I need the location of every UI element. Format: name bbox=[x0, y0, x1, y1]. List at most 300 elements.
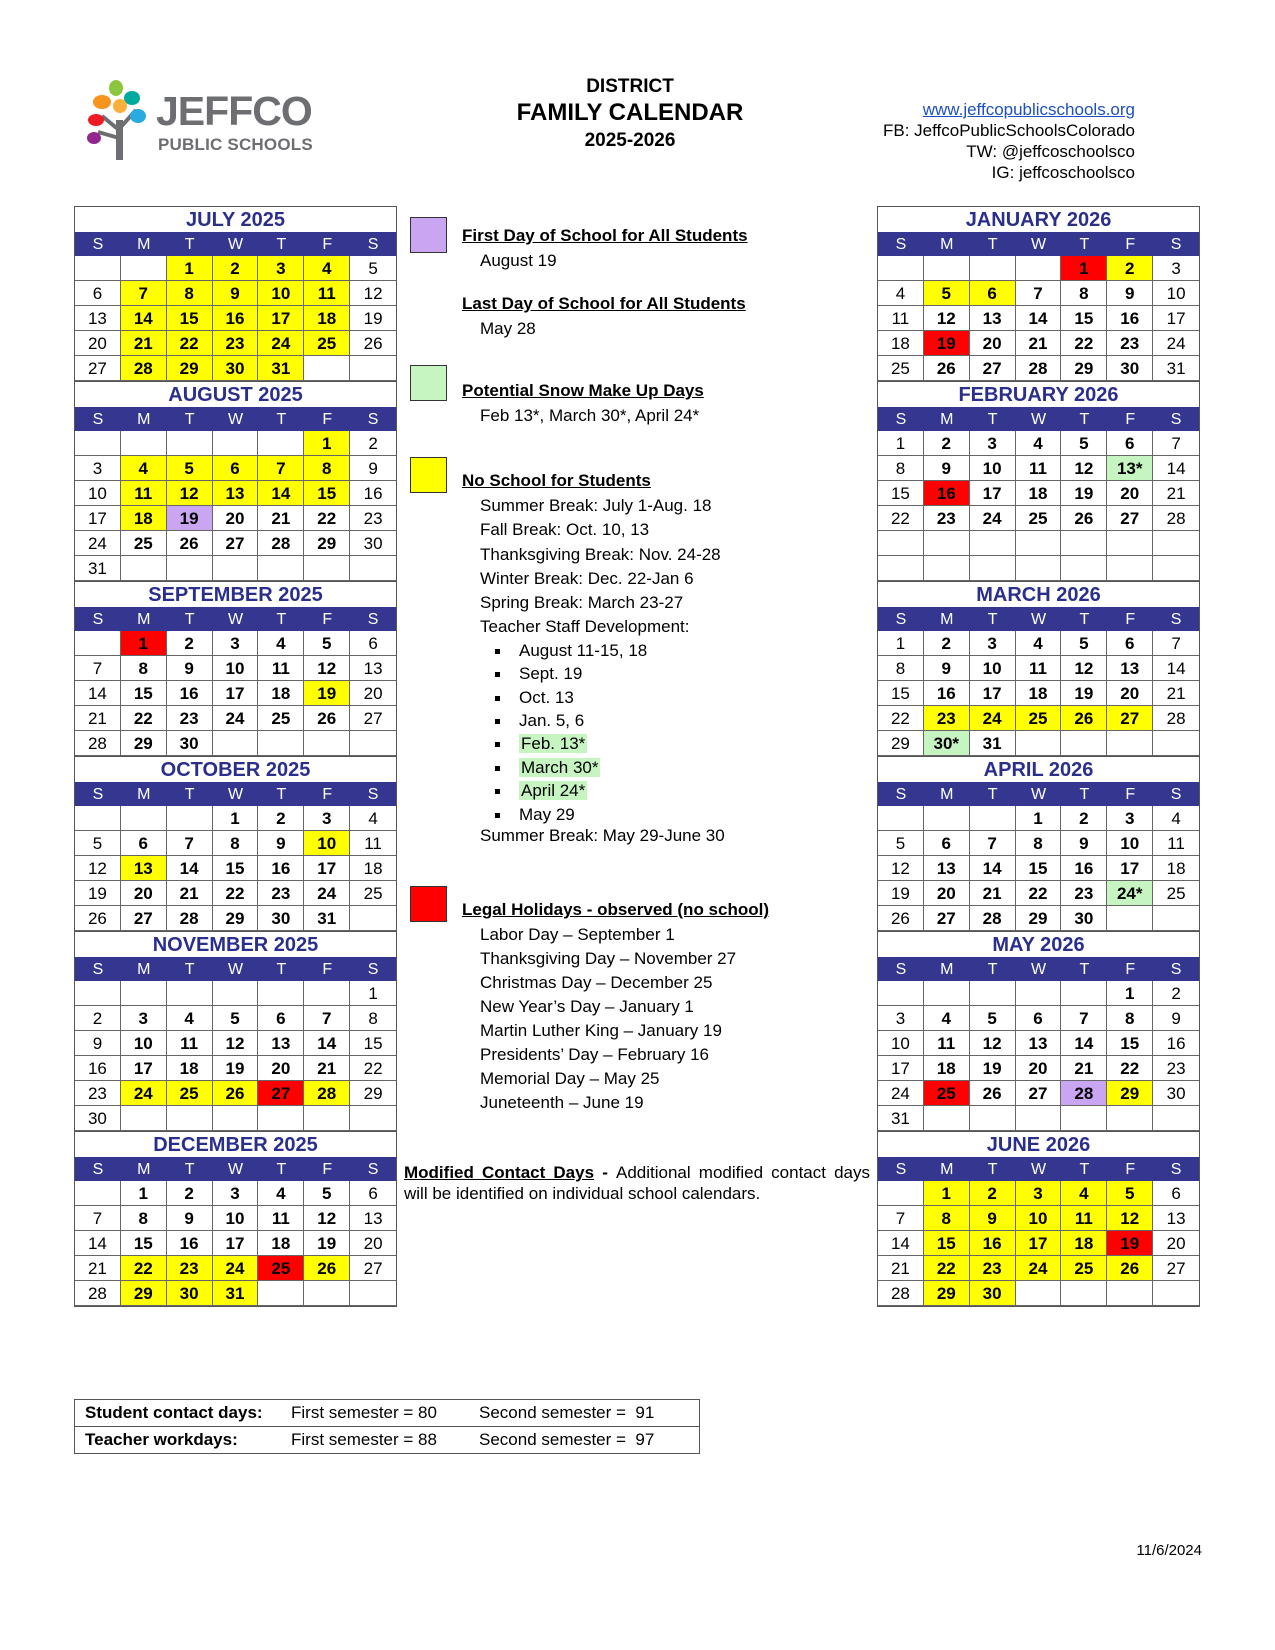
day-cell: 8 bbox=[1061, 281, 1107, 306]
holiday-item: Thanksgiving Day – November 27 bbox=[480, 949, 737, 968]
day-grid bbox=[878, 431, 1199, 581]
day-cell: 17 bbox=[1016, 1231, 1062, 1256]
modified-contact-text: Additional modified contact days will be identified on individual school calendars. bbox=[404, 1163, 871, 1203]
day-cell: 16 bbox=[924, 681, 970, 706]
day-cell: 4 bbox=[1016, 431, 1062, 456]
day-cell: 3 bbox=[213, 631, 259, 656]
weekday-label: M bbox=[940, 236, 954, 253]
day-cell: 29 bbox=[121, 1281, 167, 1306]
day-cell: 5 bbox=[167, 456, 213, 481]
empty-day-cell bbox=[924, 1106, 970, 1131]
day-cell: 15 bbox=[121, 681, 167, 706]
staff-dev-item: April 24* bbox=[495, 781, 587, 801]
day-cell: 28 bbox=[75, 1281, 121, 1306]
revision-date: 11/6/2024 bbox=[1136, 1542, 1202, 1559]
day-cell: 19 bbox=[1061, 681, 1107, 706]
day-grid bbox=[878, 1181, 1199, 1306]
day-cell: 19 bbox=[970, 1056, 1016, 1081]
day-cell: 9 bbox=[167, 1206, 213, 1231]
weekday-label: M bbox=[137, 236, 151, 253]
weekday-label: W bbox=[1030, 236, 1047, 253]
month-march-2026 bbox=[877, 581, 1200, 756]
day-cell: 27 bbox=[1153, 1256, 1199, 1281]
weekday-label: F bbox=[1125, 411, 1136, 428]
day-cell: 19 bbox=[75, 881, 121, 906]
month-may-2026 bbox=[877, 931, 1200, 1131]
day-cell: 14 bbox=[167, 856, 213, 881]
day-cell: 23 bbox=[258, 881, 304, 906]
day-cell: 13 bbox=[213, 481, 259, 506]
no-school-item: Fall Break: Oct. 10, 13 bbox=[480, 520, 650, 539]
empty-day-cell bbox=[304, 1106, 350, 1131]
month-title: FEBRUARY 2026 bbox=[958, 384, 1119, 406]
weekday-label: T bbox=[987, 411, 998, 428]
day-cell: 23 bbox=[1153, 1056, 1199, 1081]
empty-day-cell bbox=[304, 356, 350, 381]
staff-dev-item: Feb. 13* bbox=[495, 734, 587, 754]
weekday-label: S bbox=[895, 411, 907, 428]
day-cell: 22 bbox=[350, 1056, 396, 1081]
day-cell: 9 bbox=[970, 1206, 1016, 1231]
day-cell: 22 bbox=[304, 506, 350, 531]
weekday-label: S bbox=[1170, 236, 1182, 253]
day-cell: 11 bbox=[258, 1206, 304, 1231]
empty-day-cell bbox=[1107, 556, 1153, 581]
day-cell: 25 bbox=[1153, 881, 1199, 906]
empty-day-cell bbox=[213, 431, 259, 456]
day-cell: 1 bbox=[350, 981, 396, 1006]
empty-day-cell bbox=[924, 981, 970, 1006]
day-cell: 2 bbox=[1153, 981, 1199, 1006]
day-cell: 21 bbox=[1061, 1056, 1107, 1081]
empty-day-cell bbox=[1016, 731, 1062, 756]
day-cell: 15 bbox=[1061, 306, 1107, 331]
day-cell: 4 bbox=[304, 256, 350, 281]
day-cell: 20 bbox=[924, 881, 970, 906]
day-cell: 12 bbox=[304, 1206, 350, 1231]
day-cell: 30 bbox=[75, 1106, 121, 1131]
empty-day-cell bbox=[75, 431, 121, 456]
day-cell: 28 bbox=[1016, 356, 1062, 381]
day-cell: 5 bbox=[304, 631, 350, 656]
empty-day-cell bbox=[970, 256, 1016, 281]
empty-day-cell bbox=[75, 631, 121, 656]
weekday-label: F bbox=[1125, 236, 1136, 253]
day-cell: 31 bbox=[970, 731, 1016, 756]
day-cell: 2 bbox=[924, 631, 970, 656]
day-cell: 27 bbox=[970, 356, 1016, 381]
website-link[interactable]: www.jeffcopublicschools.org bbox=[922, 100, 1135, 119]
day-cell: 8 bbox=[213, 831, 259, 856]
day-cell: 18 bbox=[1153, 856, 1199, 881]
empty-day-cell bbox=[1107, 906, 1153, 931]
day-cell: 14 bbox=[304, 1031, 350, 1056]
empty-day-cell bbox=[1061, 1281, 1107, 1306]
day-cell: 27 bbox=[924, 906, 970, 931]
weekday-label: T bbox=[987, 961, 998, 978]
day-cell: 1 bbox=[1107, 981, 1153, 1006]
weekday-label: S bbox=[367, 961, 379, 978]
day-cell: 5 bbox=[1061, 431, 1107, 456]
day-cell: 23 bbox=[1061, 881, 1107, 906]
day-cell: 27 bbox=[75, 356, 121, 381]
day-cell: 5 bbox=[350, 256, 396, 281]
day-cell: 1 bbox=[878, 631, 924, 656]
day-cell: 6 bbox=[121, 831, 167, 856]
weekday-label: W bbox=[1030, 961, 1047, 978]
day-cell: 23 bbox=[213, 331, 259, 356]
day-cell: 22 bbox=[121, 1256, 167, 1281]
weekday-label: T bbox=[987, 611, 998, 628]
day-cell: 14 bbox=[75, 1231, 121, 1256]
day-cell: 2 bbox=[167, 1181, 213, 1206]
empty-day-cell bbox=[167, 1106, 213, 1131]
day-cell: 8 bbox=[167, 281, 213, 306]
day-cell: 7 bbox=[1016, 281, 1062, 306]
empty-day-cell bbox=[121, 1106, 167, 1131]
day-cell: 16 bbox=[1107, 306, 1153, 331]
empty-day-cell bbox=[878, 256, 924, 281]
day-cell: 25 bbox=[878, 356, 924, 381]
empty-day-cell bbox=[121, 981, 167, 1006]
day-cell: 6 bbox=[924, 831, 970, 856]
weekday-header bbox=[878, 232, 1199, 256]
day-cell: 24 bbox=[304, 881, 350, 906]
day-cell: 2 bbox=[970, 1181, 1016, 1206]
weekday-label: T bbox=[184, 236, 195, 253]
day-cell: 25 bbox=[304, 331, 350, 356]
day-cell: 14 bbox=[258, 481, 304, 506]
day-cell: 10 bbox=[1153, 281, 1199, 306]
month-november-2025 bbox=[74, 931, 397, 1131]
day-cell: 20 bbox=[213, 506, 259, 531]
empty-day-cell bbox=[1153, 1281, 1199, 1306]
student-second-semester: Second semester = 91 bbox=[479, 1403, 655, 1422]
weekday-header bbox=[75, 232, 396, 256]
day-cell: 8 bbox=[924, 1206, 970, 1231]
day-cell: 24 bbox=[1153, 331, 1199, 356]
day-cell: 7 bbox=[258, 456, 304, 481]
day-cell: 28 bbox=[258, 531, 304, 556]
day-cell: 4 bbox=[258, 631, 304, 656]
month-june-2026 bbox=[877, 1131, 1200, 1307]
weekday-label: S bbox=[1170, 611, 1182, 628]
holiday-item: New Year’s Day – January 1 bbox=[480, 997, 694, 1016]
weekday-label: F bbox=[322, 961, 333, 978]
day-grid bbox=[75, 431, 396, 581]
weekday-label: M bbox=[137, 786, 151, 803]
empty-day-cell bbox=[924, 531, 970, 556]
staff-dev-item: Sept. 19 bbox=[495, 664, 582, 684]
weekday-header bbox=[75, 957, 396, 981]
day-cell: 18 bbox=[878, 331, 924, 356]
last-day-heading: Last Day of School for All Students bbox=[462, 294, 746, 313]
day-cell: 25 bbox=[924, 1081, 970, 1106]
holiday-item: Presidents’ Day – February 16 bbox=[480, 1045, 709, 1064]
day-cell: 11 bbox=[1016, 456, 1062, 481]
weekday-label: T bbox=[276, 961, 287, 978]
empty-day-cell bbox=[1061, 731, 1107, 756]
day-cell: 30 bbox=[167, 731, 213, 756]
day-cell: 9 bbox=[1153, 1006, 1199, 1031]
month-title: NOVEMBER 2025 bbox=[152, 934, 319, 956]
day-cell: 3 bbox=[213, 1181, 259, 1206]
day-cell: 10 bbox=[878, 1031, 924, 1056]
empty-day-cell bbox=[970, 1106, 1016, 1131]
day-cell: 13* bbox=[1107, 456, 1153, 481]
weekday-label: W bbox=[227, 611, 244, 628]
empty-day-cell bbox=[878, 556, 924, 581]
day-cell: 27 bbox=[258, 1081, 304, 1106]
tree-icon bbox=[86, 80, 156, 162]
holiday-item: Martin Luther King – January 19 bbox=[480, 1021, 722, 1040]
day-cell: 25 bbox=[258, 706, 304, 731]
first-day-date: August 19 bbox=[480, 251, 557, 270]
day-cell: 21 bbox=[304, 1056, 350, 1081]
day-cell: 11 bbox=[258, 656, 304, 681]
holiday-item: Memorial Day – May 25 bbox=[480, 1069, 660, 1088]
day-cell: 29 bbox=[878, 731, 924, 756]
month-title: JUNE 2026 bbox=[986, 1134, 1091, 1156]
day-cell: 4 bbox=[258, 1181, 304, 1206]
day-cell: 6 bbox=[1016, 1006, 1062, 1031]
day-cell: 27 bbox=[1016, 1081, 1062, 1106]
day-cell: 14 bbox=[121, 306, 167, 331]
weekday-label: W bbox=[1030, 611, 1047, 628]
no-school-heading: No School for Students bbox=[462, 471, 651, 490]
day-cell: 19 bbox=[304, 1231, 350, 1256]
day-cell: 10 bbox=[121, 1031, 167, 1056]
weekday-label: T bbox=[276, 1161, 287, 1178]
day-cell: 20 bbox=[1153, 1231, 1199, 1256]
day-cell: 28 bbox=[304, 1081, 350, 1106]
day-cell: 7 bbox=[970, 831, 1016, 856]
day-cell: 21 bbox=[1153, 681, 1199, 706]
weekday-label: M bbox=[940, 961, 954, 978]
page-title: FAMILY CALENDAR bbox=[516, 99, 744, 126]
day-cell: 11 bbox=[121, 481, 167, 506]
day-cell: 7 bbox=[121, 281, 167, 306]
weekday-label: F bbox=[1125, 611, 1136, 628]
day-cell: 5 bbox=[75, 831, 121, 856]
day-cell: 28 bbox=[121, 356, 167, 381]
holidays-swatch bbox=[410, 886, 447, 922]
last-day-date: May 28 bbox=[480, 319, 536, 338]
day-cell: 12 bbox=[970, 1031, 1016, 1056]
day-cell: 7 bbox=[75, 656, 121, 681]
day-cell: 15 bbox=[1016, 856, 1062, 881]
day-cell: 18 bbox=[167, 1056, 213, 1081]
day-cell: 30* bbox=[924, 731, 970, 756]
day-cell: 25 bbox=[121, 531, 167, 556]
weekday-label: S bbox=[92, 961, 104, 978]
school-year: 2025-2026 bbox=[584, 130, 676, 151]
day-cell: 20 bbox=[121, 881, 167, 906]
weekday-header bbox=[878, 407, 1199, 431]
weekday-label: S bbox=[92, 786, 104, 803]
day-cell: 5 bbox=[970, 1006, 1016, 1031]
day-cell: 2 bbox=[213, 256, 259, 281]
day-cell: 28 bbox=[878, 1281, 924, 1306]
day-cell: 29 bbox=[121, 731, 167, 756]
weekday-label: F bbox=[322, 611, 333, 628]
empty-day-cell bbox=[350, 731, 396, 756]
staff-dev-item: August 11-15, 18 bbox=[495, 641, 647, 661]
day-cell: 14 bbox=[970, 856, 1016, 881]
day-cell: 25 bbox=[167, 1081, 213, 1106]
teacher-first-semester: First semester = 88 bbox=[291, 1430, 437, 1449]
weekday-header bbox=[75, 1157, 396, 1181]
day-cell: 30 bbox=[1061, 906, 1107, 931]
day-cell: 10 bbox=[304, 831, 350, 856]
staff-dev-item: Jan. 5, 6 bbox=[495, 711, 584, 731]
weekday-header bbox=[75, 607, 396, 631]
day-cell: 25 bbox=[1016, 506, 1062, 531]
day-cell: 12 bbox=[167, 481, 213, 506]
weekday-label: W bbox=[1030, 1161, 1047, 1178]
weekday-label: S bbox=[1170, 411, 1182, 428]
day-cell: 15 bbox=[121, 1231, 167, 1256]
weekday-label: T bbox=[184, 411, 195, 428]
empty-day-cell bbox=[1107, 731, 1153, 756]
day-cell: 13 bbox=[970, 306, 1016, 331]
day-cell: 16 bbox=[970, 1231, 1016, 1256]
day-cell: 9 bbox=[1107, 281, 1153, 306]
holidays-heading: Legal Holidays - observed (no school) bbox=[462, 900, 769, 919]
day-cell: 19 bbox=[1061, 481, 1107, 506]
day-grid bbox=[75, 981, 396, 1131]
day-cell: 28 bbox=[970, 906, 1016, 931]
weekday-label: S bbox=[367, 611, 379, 628]
day-cell: 24 bbox=[121, 1081, 167, 1106]
day-cell: 5 bbox=[924, 281, 970, 306]
empty-day-cell bbox=[167, 981, 213, 1006]
weekday-label: T bbox=[276, 786, 287, 803]
day-cell: 12 bbox=[878, 856, 924, 881]
weekday-header bbox=[878, 957, 1199, 981]
day-cell: 21 bbox=[258, 506, 304, 531]
month-title: SEPTEMBER 2025 bbox=[148, 584, 323, 606]
day-cell: 7 bbox=[878, 1206, 924, 1231]
month-title: DECEMBER 2025 bbox=[153, 1134, 318, 1156]
day-cell: 21 bbox=[75, 706, 121, 731]
day-cell: 2 bbox=[350, 431, 396, 456]
day-cell: 10 bbox=[970, 656, 1016, 681]
day-cell: 12 bbox=[350, 281, 396, 306]
twitter-handle: TW: @jeffcoschoolsco bbox=[966, 142, 1135, 161]
weekday-label: S bbox=[92, 411, 104, 428]
day-cell: 14 bbox=[878, 1231, 924, 1256]
empty-day-cell bbox=[258, 556, 304, 581]
day-cell: 23 bbox=[350, 506, 396, 531]
day-cell: 9 bbox=[924, 656, 970, 681]
weekday-label: S bbox=[895, 1161, 907, 1178]
weekday-label: F bbox=[322, 236, 333, 253]
empty-day-cell bbox=[350, 1281, 396, 1306]
day-cell: 11 bbox=[167, 1031, 213, 1056]
day-cell: 1 bbox=[167, 256, 213, 281]
empty-day-cell bbox=[350, 1106, 396, 1131]
day-cell: 19 bbox=[213, 1056, 259, 1081]
day-cell: 30 bbox=[213, 356, 259, 381]
first-day-swatch bbox=[410, 217, 447, 253]
empty-day-cell bbox=[350, 906, 396, 931]
day-cell: 6 bbox=[213, 456, 259, 481]
day-cell: 26 bbox=[213, 1081, 259, 1106]
day-cell: 19 bbox=[924, 331, 970, 356]
day-cell: 16 bbox=[1061, 856, 1107, 881]
day-cell: 5 bbox=[878, 831, 924, 856]
month-september-2025 bbox=[74, 581, 397, 756]
day-cell: 24 bbox=[878, 1081, 924, 1106]
day-cell: 15 bbox=[924, 1231, 970, 1256]
day-cell: 18 bbox=[121, 506, 167, 531]
weekday-label: S bbox=[367, 411, 379, 428]
day-cell: 9 bbox=[924, 456, 970, 481]
weekday-label: T bbox=[276, 411, 287, 428]
day-cell: 13 bbox=[924, 856, 970, 881]
day-cell: 17 bbox=[878, 1056, 924, 1081]
day-cell: 26 bbox=[167, 531, 213, 556]
empty-day-cell bbox=[1153, 1106, 1199, 1131]
weekday-label: T bbox=[276, 611, 287, 628]
day-cell: 20 bbox=[970, 331, 1016, 356]
day-cell: 5 bbox=[1061, 631, 1107, 656]
first-day-heading: First Day of School for All Students bbox=[462, 226, 748, 245]
day-cell: 29 bbox=[1016, 906, 1062, 931]
weekday-label: S bbox=[895, 611, 907, 628]
day-cell: 26 bbox=[75, 906, 121, 931]
day-cell: 13 bbox=[1016, 1031, 1062, 1056]
weekday-label: F bbox=[322, 1161, 333, 1178]
weekday-label: M bbox=[940, 411, 954, 428]
weekday-label: M bbox=[940, 1161, 954, 1178]
day-cell: 15 bbox=[350, 1031, 396, 1056]
day-cell: 3 bbox=[1153, 256, 1199, 281]
empty-day-cell bbox=[1107, 531, 1153, 556]
empty-day-cell bbox=[1016, 1281, 1062, 1306]
empty-day-cell bbox=[75, 256, 121, 281]
weekday-label: F bbox=[1125, 1161, 1136, 1178]
day-cell: 2 bbox=[1061, 806, 1107, 831]
day-cell: 22 bbox=[1107, 1056, 1153, 1081]
month-title: AUGUST 2025 bbox=[168, 384, 303, 406]
day-cell: 1 bbox=[878, 431, 924, 456]
teacher-days-label: Teacher workdays: bbox=[85, 1430, 238, 1449]
weekday-label: F bbox=[1125, 961, 1136, 978]
summer-break-end: Summer Break: May 29-June 30 bbox=[480, 826, 725, 845]
empty-day-cell bbox=[258, 431, 304, 456]
no-school-swatch bbox=[410, 457, 447, 493]
month-title: JANUARY 2026 bbox=[965, 209, 1112, 231]
day-grid bbox=[75, 1181, 396, 1306]
day-cell: 9 bbox=[1061, 831, 1107, 856]
weekday-label: M bbox=[137, 611, 151, 628]
day-cell: 28 bbox=[1153, 506, 1199, 531]
weekday-label: W bbox=[227, 786, 244, 803]
snow-days-dates: Feb 13*, March 30*, April 24* bbox=[480, 406, 700, 425]
day-cell: 7 bbox=[75, 1206, 121, 1231]
day-cell: 3 bbox=[304, 806, 350, 831]
empty-day-cell bbox=[121, 256, 167, 281]
day-cell: 4 bbox=[1153, 806, 1199, 831]
day-cell: 15 bbox=[213, 856, 259, 881]
day-cell: 15 bbox=[304, 481, 350, 506]
empty-day-cell bbox=[1107, 1106, 1153, 1131]
no-school-item: Thanksgiving Break: Nov. 24-28 bbox=[480, 545, 721, 564]
day-cell: 8 bbox=[878, 656, 924, 681]
day-cell: 23 bbox=[924, 506, 970, 531]
